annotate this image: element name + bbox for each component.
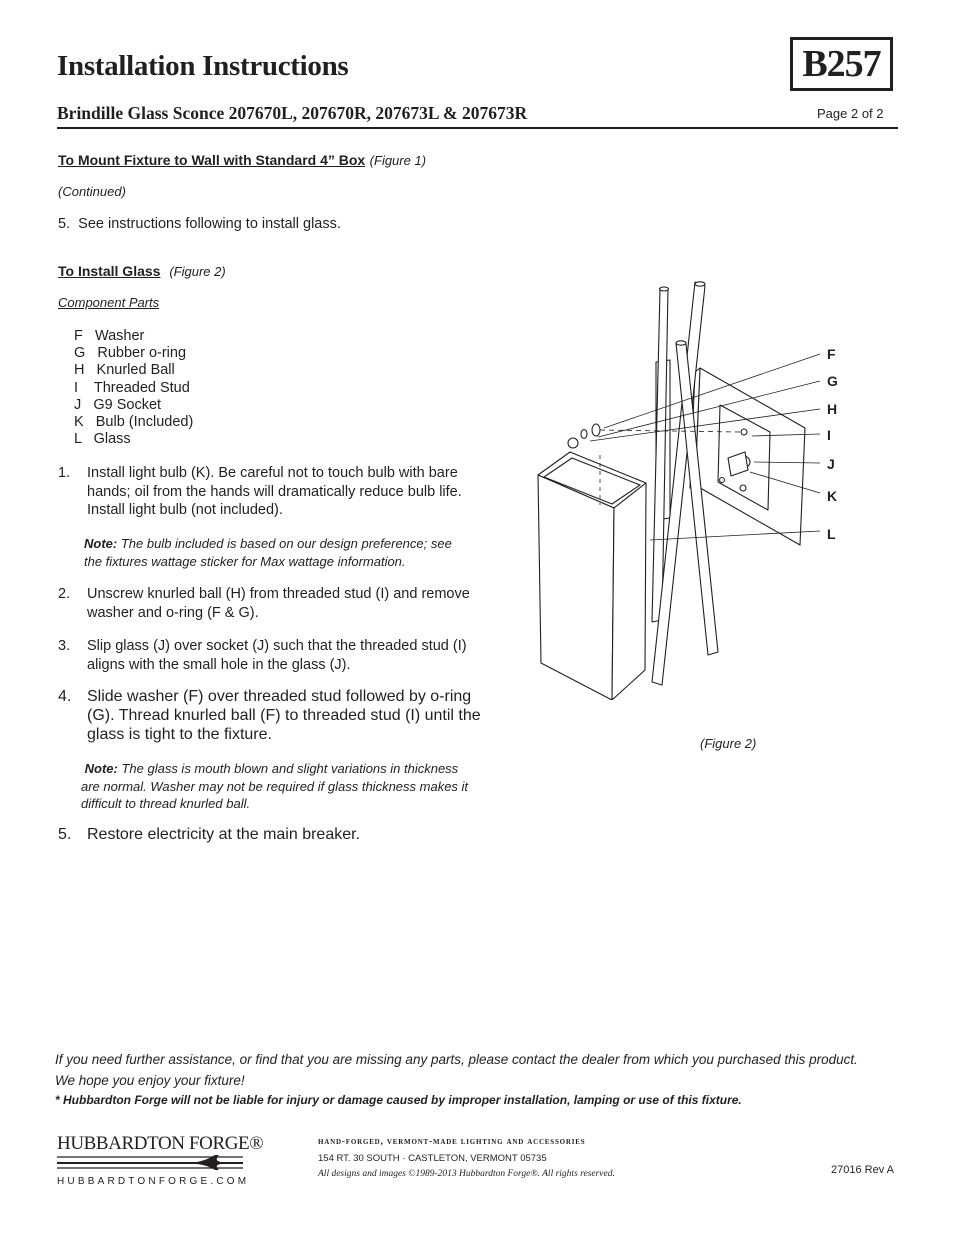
part-item: J G9 Socket [74,396,162,413]
header-divider [57,127,898,129]
mount-hole [740,485,746,491]
note-label: Note: [84,536,118,551]
mount-hole [720,478,725,483]
step-line: hands; oil from the hands will dramatically reduce bulb life. [87,483,462,500]
note-glass [81,760,521,813]
glass-step-4 [58,687,528,747]
figure-2-illustration [530,270,840,700]
section-mount-figure-ref: (Figure 1) [369,153,427,168]
section-mount-title: To Mount Fixture to Wall with Standard 4” Box [58,152,366,168]
mount-step-5-num: 5. [58,216,71,232]
step-line: (G). Thread knurled ball (F) to threaded stud (I) until the [87,707,481,724]
step-line: washer and o-ring (F & G). [87,604,259,621]
document-code: B257 [802,43,881,85]
callout-j: J [827,456,835,472]
step-text [87,637,467,674]
assistance-text: If you need further assistance, or find that you are missing any parts, please contact the dealer from which you purchased this product. [55,1052,858,1067]
enjoy-text: We hope you enjoy your fixture! [55,1073,245,1088]
step-number: 2. [58,586,71,602]
liability-notice: * Hubbardton Forge will not be liable for injury or damage caused by improper installation, lamping or use of this fixture. [55,1093,742,1107]
note-line: The bulb included is based on our design preference; see [117,536,452,551]
callout-l: L [827,526,836,542]
step-line: Slip glass (J) over socket (J) such that the threaded stud (I) [87,638,467,654]
glass-step-5 [58,826,518,846]
step-line: aligns with the small hole in the glass (J). [87,656,351,673]
note-line: difficult to thread knurled ball. [81,796,251,811]
rod-1-cap [660,287,669,291]
rod-2-cap [695,282,705,286]
stud-hole [741,429,747,435]
section-glass-figure-ref: (Figure 2) [169,264,226,279]
page-number: Page 2 of 2 [817,106,884,121]
glass-side [612,483,646,700]
brand-logo-mark [57,1153,243,1171]
step-text [87,464,462,520]
part-item: H Knurled Ball [74,362,175,379]
note-line: the fixtures wattage sticker for Max wattage information. [84,553,406,569]
note-line: are normal. Washer may not be required if glass thickness makes it [81,778,469,794]
knurled-ball-h [568,438,578,448]
step-number: 4. [58,688,72,705]
rod-3-cap [676,341,686,345]
product-subtitle: Brindille Glass Sconce 207670L, 207670R, 207673L & 207673R [57,103,528,123]
note-line: The glass is mouth blown and slight variations in thickness [117,761,459,776]
step-text: Restore electricity at the main breaker. [87,826,361,843]
company-address: 154 RT. 30 SOUTH · CASTLETON, VERMONT 05735 [318,1153,547,1164]
document-code-box [790,37,893,91]
component-parts-heading: Component Parts [58,295,160,310]
brand-url: HUBBARDTONFORGE.COM [57,1176,250,1187]
step-line: Slide washer (F) over threaded stud followed by o-ring [87,688,472,705]
callout-f: F [827,346,836,362]
part-item: L Glass [74,431,131,448]
step-line: Install light bulb (K). Be careful not to touch bulb with bare [87,465,458,481]
callout-h: H [827,401,838,417]
step-number: 1. [58,465,71,481]
mount-step-5 [58,215,341,233]
page-title: Installation Instructions [57,50,349,82]
note-label: Note: [84,761,118,776]
copyright-notice: All designs and images ©1989-2013 Hubbardton Forge®. All rights reserved. [318,1169,615,1179]
washer-f [592,424,600,436]
brand-tagline: hand-forged, vermont-made lighting and accessories [318,1137,586,1147]
step-line: Unscrew knurled ball (H) from threaded stud (I) and remove [87,586,470,602]
continued-label: (Continued) [58,184,126,199]
document-revision: 27016 Rev A [831,1164,894,1176]
callout-k: K [827,488,838,504]
step-number: 5. [58,826,72,843]
figure-2-caption: (Figure 2) [700,736,757,751]
mount-step-5-text: See instructions following to install glass. [78,216,341,232]
part-item: I Threaded Stud [74,379,190,396]
brand-logo: HUBBARDTON FORGE® [57,1133,264,1154]
glass-step-3 [58,637,518,675]
step-text [87,687,481,744]
glass-front [538,475,614,700]
callout-i: I [827,427,831,443]
part-item: F Washer [74,328,145,344]
section-mount-heading [58,152,426,170]
o-ring-g [581,430,587,439]
step-line: glass is tight to the fixture. [87,726,272,743]
glass-step-2 [58,585,518,623]
part-item: G Rubber o-ring [74,345,187,362]
section-glass-title: To Install Glass [58,263,161,279]
step-line: Install light bulb (not included). [87,502,283,518]
note-bulb [84,535,514,570]
part-item: K Bulb (Included) [74,414,194,431]
glass-step-1 [58,464,518,520]
section-glass-heading [58,263,226,281]
step-number: 3. [58,638,71,654]
step-text [87,585,470,622]
component-parts-list [74,328,193,448]
callout-g: G [827,373,838,389]
